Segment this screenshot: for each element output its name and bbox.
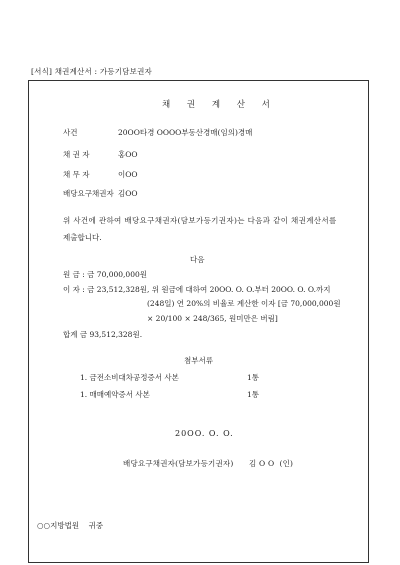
claimant-value: 김OO (118, 189, 138, 198)
debtor-label: 채 무 자 (63, 170, 90, 179)
document-title: 채 권 계 산 서 (162, 100, 277, 110)
intro-text-line1: 위 사건에 관하여 배당요구채권자(담보가등기권자)는 다음과 같이 채권계산서를 (63, 216, 337, 225)
addressee: ○○지방법원 귀중 (37, 521, 104, 530)
interest-line2: (248일) 연 20%의 비율로 계산한 이자 [금 70,000,000원 (147, 299, 341, 308)
principal-line: 원 금 : 금 70,000,000원 (63, 270, 147, 279)
attachment-item-qty: 1통 (247, 390, 260, 399)
section-heading: 다음 (190, 255, 205, 264)
interest-line1: 이 자 : 금 23,512,328원, 위 원금에 대하여 20OO. O. O.부터 20OO. O. O.까지 (63, 285, 331, 294)
attachment-item-label: 1. 금전소비대차공정증서 사본 (80, 373, 179, 382)
form-title: [서식] 채권계산서 : 가등기담보권자 (31, 67, 152, 76)
attachment-item-qty: 1통 (247, 373, 260, 382)
submission-date: 20OO. O. O. (175, 429, 234, 438)
submitter-line: 배당요구채권자(담보가등기권자) 김 O O (인) (123, 459, 294, 468)
creditor-label: 채 권 자 (63, 150, 90, 159)
debtor-value: 이OO (118, 170, 138, 179)
claimant-label: 배당요구채권자 (63, 189, 114, 198)
case-label: 사건 (63, 128, 78, 137)
intro-text-line2: 제출합니다. (63, 233, 102, 242)
interest-line3: × 20/100 × 248/365, 원미만은 버림] (147, 314, 278, 323)
total-line: 합계 금 93,512,328원. (63, 330, 143, 339)
attachments-heading: 첨부서류 (184, 356, 213, 365)
case-value: 20OO타경 OOOO부동산경매(임의)경매 (118, 128, 253, 137)
attachment-item-label: 1. 매매예약증서 사본 (80, 390, 150, 399)
creditor-value: 홍OO (118, 150, 138, 159)
